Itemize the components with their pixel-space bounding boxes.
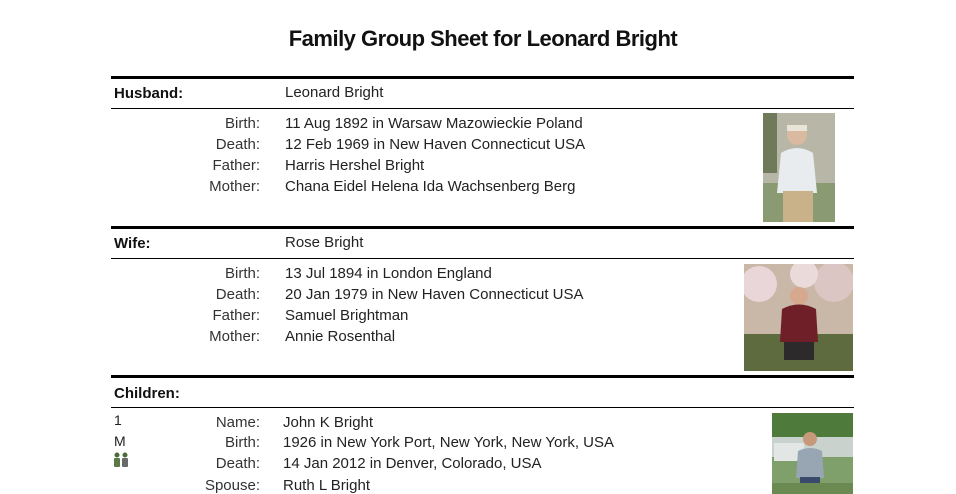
fact-label-father: Father: (212, 157, 260, 174)
fact-label-birth: Birth: (224, 265, 260, 282)
children-rule-bottom (111, 407, 854, 408)
fact-label-death: Death: (215, 455, 260, 472)
fact-value-father: Harris Hershel Bright (285, 157, 425, 174)
fact-value-mother: Annie Rosenthal (285, 328, 396, 345)
child-photo[interactable] (772, 413, 853, 494)
wife-label: Wife: (114, 235, 151, 252)
fact-value-birth: 13 Jul 1894 in London England (285, 265, 492, 282)
wife-rule-top (111, 226, 854, 229)
fact-label-name: Name: (215, 414, 260, 431)
wife-name: Rose Bright (285, 234, 364, 251)
fact-label-birth: Birth: (224, 434, 260, 451)
child-birth: 1926 in New York Port, New York, New York, USA (283, 434, 615, 451)
child-spouse: Ruth L Bright (283, 477, 370, 494)
fact-label-mother: Mother: (209, 178, 260, 195)
fact-label-death: Death: (215, 136, 260, 153)
fact-value-death: 12 Feb 1969 in New Haven Connecticut USA (285, 136, 586, 153)
children-rule-top (111, 375, 854, 378)
child-number: 1 (114, 412, 122, 428)
wife-photo[interactable] (744, 264, 853, 371)
child-sex: M (114, 433, 126, 449)
husband-photo[interactable] (763, 113, 835, 222)
fact-value-death: 20 Jan 1979 in New Haven Connecticut USA (285, 286, 584, 303)
fact-value-birth: 11 Aug 1892 in Warsaw Mazowieckie Poland (285, 115, 583, 132)
husband-rule-top (111, 76, 854, 79)
fact-label-birth: Birth: (224, 115, 260, 132)
wife-rule-bottom (111, 258, 854, 259)
husband-rule-bottom (111, 108, 854, 109)
page-title: Family Group Sheet for Leonard Bright (288, 26, 678, 51)
child-death: 14 Jan 2012 in Denver, Colorado, USA (283, 455, 542, 472)
fact-value-father: Samuel Brightman (285, 307, 409, 324)
fact-label-mother: Mother: (209, 328, 260, 345)
children-label: Children: (114, 385, 180, 402)
husband-name: Leonard Bright (285, 84, 384, 101)
fact-label-spouse: Spouse: (204, 477, 260, 494)
fact-label-death: Death: (215, 286, 260, 303)
fact-label-father: Father: (212, 307, 260, 324)
child-name: John K Bright (283, 414, 374, 431)
fact-value-mother: Chana Eidel Helena Ida Wachsenberg Berg (285, 178, 576, 195)
husband-label: Husband: (114, 85, 184, 102)
